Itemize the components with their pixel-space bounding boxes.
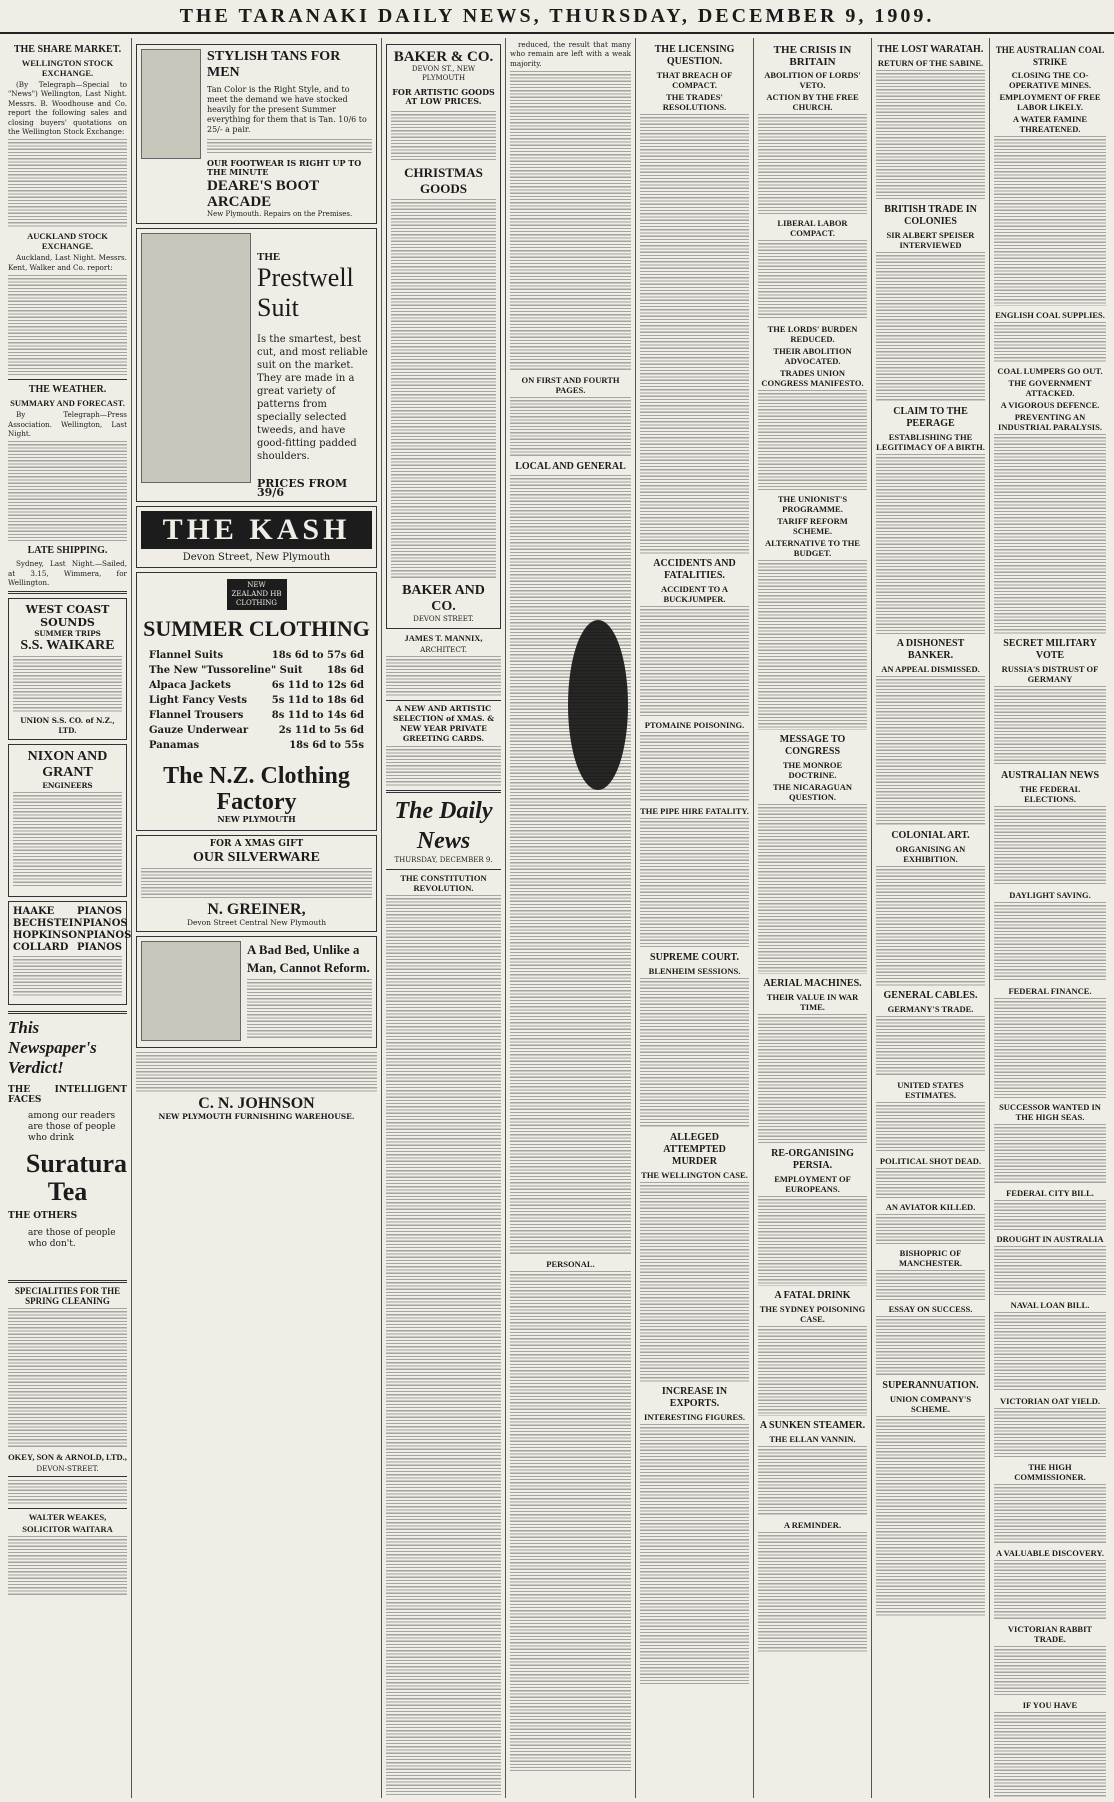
greiner-name: N. GREINER, (207, 900, 306, 918)
text-block (386, 656, 501, 696)
others-heading: THE OTHERS (8, 1211, 78, 1222)
page-columns (4, 38, 1110, 1798)
intelligent-faces: THE INTELLIGENT FACES (8, 1085, 127, 1105)
drought-heading: DROUGHT IN AUSTRALIA (996, 1234, 1104, 1244)
column-5 (636, 38, 754, 1798)
lords-burden-heading: THE LORDS' BURDEN REDUCED. (767, 324, 858, 344)
free-church-heading: ACTION BY THE FREE CHURCH. (766, 92, 859, 112)
monroe-heading: THE MONROE DOCTRINE. (782, 760, 843, 780)
text-block (13, 656, 122, 712)
colonies-heading: BRITISH TRADE IN COLONIES (884, 204, 977, 227)
text-block (994, 1646, 1106, 1696)
russia-heading: RUSSIA'S DISTRUST OF GERMANY (1001, 664, 1099, 684)
share-market-heading: THE SHARE MARKET. (13, 44, 122, 55)
text-block (994, 434, 1106, 634)
text-block (758, 240, 867, 320)
text-block (8, 1308, 127, 1448)
mannix-sub: ARCHITECT. (420, 645, 467, 655)
suit-illustration (141, 233, 251, 483)
text-block (640, 114, 749, 554)
reduced-text: reduced, the result that many who remain are left with a weak majority. (510, 40, 631, 68)
weather-heading: THE WEATHER. (28, 384, 107, 396)
specialities-heading: SPECIALITIES FOR THE SPRING CLEANING (14, 1285, 121, 1306)
war-time-heading: THEIR VALUE IN WAR TIME. (766, 992, 859, 1012)
exhibition-heading: ORGANISING AN EXHIBITION. (895, 844, 966, 864)
abolition-advocated-heading: THEIR ABOLITION ADVOCATED. (773, 346, 852, 366)
text-block (386, 746, 501, 786)
verdict-heading: This Newspaper's Verdict! (8, 1018, 97, 1078)
greiner-ad (136, 835, 377, 932)
johnson-name: C. N. JOHNSON (198, 1095, 315, 1113)
auckland-exchange-heading: AUCKLAND STOCK EXCHANGE. (27, 231, 108, 252)
text-block (876, 1270, 985, 1300)
tea-brand: Tea (47, 1177, 88, 1207)
text-block (758, 1532, 867, 1652)
successor-heading: SUCCESSOR WANTED IN THE HIGH SEAS. (999, 1102, 1101, 1122)
newspaper-masthead: THE TARANAKI DAILY NEWS, THURSDAY, DECEMBER 9, 1909. (0, 0, 1114, 34)
germany-heading: GERMANY'S TRADE. (887, 1004, 974, 1014)
waratah-heading: THE LOST WARATAH. (877, 44, 984, 55)
piano-label: PIANOS (76, 942, 122, 954)
silverware-title: OUR SILVERWARE (193, 849, 320, 865)
ellan-heading: THE ELLAN VANNIN. (769, 1434, 856, 1444)
clothing-row (143, 708, 370, 723)
coal-strike-heading: THE AUSTRALIAN COAL STRIKE (995, 45, 1105, 67)
text-block (876, 1416, 985, 1616)
dishonest-banker-heading: A DISHONEST BANKER. (896, 638, 965, 661)
text-block (876, 1016, 985, 1076)
column-7 (872, 38, 990, 1798)
unionist-heading: THE UNIONIST'S PROGRAMME. (777, 494, 848, 514)
accident-subheading: ACCIDENT TO A BUCKJUMPER. (660, 584, 729, 604)
clothing-price: 8s 11d to 14s 6d (271, 709, 364, 721)
suit-name: Suit (257, 292, 299, 322)
daily-news-title: The Daily News (394, 798, 493, 855)
column-3 (382, 38, 506, 1798)
federal-elections-heading: THE FEDERAL ELECTIONS. (1019, 784, 1081, 804)
sabine-heading: RETURN OF THE SABINE. (877, 58, 984, 68)
victorian-oat-heading: VICTORIAN OAT YIELD. (999, 1396, 1101, 1406)
pianos-ad (8, 901, 132, 1005)
trades-subheading: THE TRADES' RESOLUTIONS. (662, 92, 727, 112)
if-you-have-heading: IF YOU HAVE (1022, 1700, 1078, 1710)
text-block (876, 70, 985, 200)
okey-arnold: OKEY, SON & ARNOLD, LTD., (8, 1451, 127, 1462)
accidents-heading: ACCIDENTS AND FATALITIES. (653, 558, 736, 581)
text-block (994, 902, 1106, 982)
supreme-court-heading: SUPREME COURT. (650, 952, 739, 963)
clothing-price: 18s 6d to 57s 6d (271, 649, 364, 661)
text-block (876, 1102, 985, 1152)
blenheim-heading: BLENHEIM SESSIONS. (648, 966, 741, 976)
constitution-heading: THE CONSTITUTION REVOLUTION. (400, 872, 487, 893)
mannix-name: JAMES T. MANNIX, (404, 633, 483, 644)
clothing-row (143, 678, 370, 693)
clothing-item: Gauze Underwear (149, 724, 249, 736)
clothing-row (143, 663, 370, 678)
text-block (876, 1316, 985, 1376)
aerial-heading: AERIAL MACHINES. (763, 978, 862, 989)
column-1 (4, 38, 132, 1798)
english-coal-heading: ENGLISH COAL SUPPLIES. (995, 310, 1105, 320)
engineers-label: ENGINEERS (42, 780, 93, 790)
baker-tagline: FOR ARTISTIC GOODS AT LOW PRICES. (392, 86, 495, 107)
clothing-item: Flannel Trousers (149, 709, 244, 721)
water-famine-heading: A WATER FAMINE THREATENED. (1012, 114, 1088, 134)
clothing-item: Panamas (149, 739, 200, 751)
text-block (13, 792, 122, 888)
piano-brand: HOPKINSON (13, 930, 87, 942)
summer-trips: SUMMER TRIPS (34, 628, 101, 638)
liberal-labor-heading: LIBERAL LABOR COMPACT. (777, 218, 848, 238)
text-block (994, 1124, 1106, 1184)
exports-subheading: INTERESTING FIGURES. (643, 1412, 746, 1422)
text-block (994, 136, 1106, 306)
text-block (640, 978, 749, 1128)
peerage-heading: CLAIM TO THE PEERAGE (893, 406, 968, 429)
column-6 (754, 38, 872, 1798)
legitimacy-heading: ESTABLISHING THE LEGITIMACY OF A BIRTH. (876, 432, 985, 452)
man-illustration (141, 49, 201, 159)
usa-heading: UNITED STATES ESTIMATES. (897, 1080, 964, 1100)
clothing-item: Alpaca Jackets (149, 679, 231, 691)
text-block (640, 1424, 749, 1684)
bed-illustration (141, 941, 241, 1041)
vigorous-defence-heading: A VIGOROUS DEFENCE. (1000, 400, 1100, 410)
free-labor-heading: EMPLOYMENT OF FREE LABOR LIKELY. (999, 92, 1101, 112)
naval-loan-heading: NAVAL LOAN BILL. (1010, 1300, 1090, 1310)
piano-label: PIANOS (86, 930, 132, 942)
daylight-saving-heading: DAYLIGHT SAVING. (1009, 890, 1091, 900)
clothing-price: 6s 11d to 12s 6d (271, 679, 364, 691)
clothing-item: Light Fancy Vests (149, 694, 247, 706)
text-block (640, 818, 749, 948)
shipping-text: Sydney, Last Night.—Sailed, at 3.15, Wimmera, for Wellington. (8, 559, 127, 588)
high-commissioner-heading: THE HIGH COMMISSIONER. (1014, 1462, 1086, 1482)
colonial-art-heading: COLONIAL ART. (891, 830, 970, 841)
bed-slogan: A Bad Bed, Unlike a Man, Cannot Reform. (247, 942, 370, 976)
fatal-drink-heading: A FATAL DRINK (774, 1290, 851, 1301)
hb-badge: NEW ZEALAND HB CLOTHING (227, 579, 287, 610)
text-block (640, 1182, 749, 1382)
pipe-heading: THE PIPE HIRE FATALITY. (640, 806, 749, 816)
text-block (994, 1484, 1106, 1544)
interview-heading: SIR ALBERT SPEISER INTERVIEWED (886, 230, 975, 250)
baker-footer: BAKER AND CO. (402, 582, 485, 614)
deare-address: New Plymouth. Repairs on the Premises. (207, 209, 353, 218)
column-8 (990, 38, 1110, 1798)
abolition-heading: ABOLITION OF LORDS' VETO. (764, 70, 861, 90)
weather-subheading: SUMMARY AND FORECAST. (10, 398, 125, 409)
text-block (994, 1408, 1106, 1458)
text-block (386, 895, 501, 1795)
piano-label: PIANOS (82, 918, 128, 930)
text-block (994, 1712, 1106, 1798)
capital-heading: FEDERAL CITY BILL. (1006, 1188, 1094, 1198)
text-block (758, 390, 867, 490)
west-coast-heading: WEST COAST SOUNDS (25, 602, 110, 629)
suit-prices: PRICES FROM 39/6 (257, 476, 348, 500)
weather-intro: By Telegraph—Press Association. Wellington, Last Night. (8, 410, 127, 439)
text-block (876, 1168, 985, 1198)
text-block (510, 397, 631, 457)
union-scheme-heading: UNION COMPANY'S SCHEME. (889, 1394, 972, 1414)
kash-address: Devon Street, New Plymouth (182, 552, 331, 564)
sunken-steamer-heading: A SUNKEN STEAMER. (759, 1420, 866, 1431)
text-block (640, 732, 749, 802)
congress-heading: MESSAGE TO CONGRESS (779, 734, 846, 757)
clothing-item: The New "Tussoreline" Suit (149, 664, 303, 676)
secret-vote-heading: SECRET MILITARY VOTE (1003, 638, 1097, 661)
text-block (876, 454, 985, 634)
waikare-ship-name: S.S. WAIKARE (20, 638, 115, 654)
clothing-row (143, 693, 370, 708)
text-block (8, 1480, 127, 1504)
wellington-intro: (By Telegraph—Special to "News") Wellington, Last Night. Messrs. B. Woodhouse and Co. report the following sales and closing buyers' quotations on the Wellington Stock Exchange: (8, 80, 127, 137)
solicitor-label: SOLICITOR WAITARA (22, 1523, 113, 1534)
first-fourth-pages: ON FIRST AND FOURTH PAGES. (521, 375, 620, 396)
piano-brand: BECHSTEIN (13, 918, 83, 930)
clothing-item: Flannel Suits (149, 649, 224, 661)
column-2 (132, 38, 382, 1798)
text-block (994, 1560, 1106, 1620)
closing-mines-heading: CLOSING THE CO-OPERATIVE MINES. (1008, 70, 1092, 90)
trades-union-heading: TRADES UNION CONGRESS MANIFESTO. (761, 368, 864, 388)
clothing-price: 5s 11d to 18s 6d (271, 694, 364, 706)
summer-clothing-title: SUMMER CLOTHING (143, 615, 370, 641)
text-block (876, 1214, 985, 1244)
union-company: UNION S.S. CO. of N.Z., LTD. (20, 716, 115, 735)
text-block (207, 139, 372, 155)
ptomaine-heading: PTOMAINE POISONING. (644, 720, 745, 730)
wellington-case-heading: THE WELLINGTON CASE. (641, 1170, 748, 1180)
clothing-price: 2s 11d to 5s 6d (278, 724, 364, 736)
crisis-heading: THE CRISIS IN BRITAIN (773, 44, 852, 68)
clothing-row (143, 723, 370, 738)
wellington-exchange-heading: WELLINGTON STOCK EXCHANGE. (21, 58, 114, 78)
text-block (994, 1246, 1106, 1296)
suratura-brand: Suratura (25, 1149, 127, 1179)
aviator-heading: AN AVIATOR KILLED. (885, 1202, 976, 1212)
text-block (510, 1271, 631, 1771)
nicaraguan-heading: THE NICARAGUAN QUESTION. (772, 782, 853, 802)
text-block (758, 1326, 867, 1416)
licensing-heading: THE LICENSING QUESTION. (654, 44, 735, 67)
prestwell-name: Prestwell (257, 262, 354, 292)
rabbit-trade-heading: VICTORIAN RABBIT TRADE. (1007, 1624, 1093, 1644)
political-heading: POLITICAL SHOT DEAD. (879, 1156, 982, 1166)
text-block (994, 686, 1106, 766)
ink-blot (568, 620, 628, 790)
clothing-price: 18s 6d to 55s (289, 739, 364, 751)
text-block (8, 139, 127, 227)
baker-ad (386, 44, 501, 629)
nz-clothing-sub: NEW PLYMOUTH (217, 813, 296, 824)
text-block (876, 866, 985, 986)
text-block (994, 1200, 1106, 1230)
text-block (141, 868, 372, 898)
prestwell-suit-ad (136, 228, 377, 502)
nz-clothing-factory: The N.Z. Clothing Factory (163, 762, 350, 815)
text-block (876, 676, 985, 826)
general-cables-heading: GENERAL CABLES. (883, 990, 978, 1001)
readers-text: among our readers are those of people who drink (28, 1111, 116, 1144)
tariff-heading: TARIFF REFORM SCHEME. (777, 516, 848, 536)
bishopric-heading: BISHOPRIC OF MANCHESTER. (898, 1248, 963, 1268)
piano-label: PIANOS (76, 906, 122, 918)
tans-text: Tan Color is the Right Style, and to meet the demand we have stocked heavily for the present Summer everything for them that is Tan. 10/6 to 25/- a pair. (207, 85, 367, 134)
text-block (994, 998, 1106, 1098)
text-block (247, 979, 372, 1039)
text-block (510, 71, 631, 371)
text-block (8, 441, 127, 541)
suit-text: Is the smartest, best cut, and most reliable suit on the market. They are made in a great variety of patterns from specially selected tweeds, and have good-fitting padded shoulders. (257, 333, 368, 462)
valuable-discovery-heading: A VALUABLE DISCOVERY. (996, 1548, 1104, 1558)
the-label: THE (257, 251, 281, 264)
clothing-row (143, 738, 370, 753)
baker-title: BAKER & CO. (393, 49, 494, 65)
alternative-heading: ALTERNATIVE TO THE BUDGET. (765, 538, 860, 558)
text-block (758, 1014, 867, 1144)
auckland-intro: Auckland, Last Night. Messrs. Kent, Walker and Co. report: (8, 253, 127, 272)
text-block (391, 111, 496, 161)
preventing-paralysis-heading: PREVENTING AN INDUSTRIAL PARALYSIS. (998, 412, 1102, 432)
success-heading: ESSAY ON SUCCESS. (888, 1304, 973, 1314)
text-block (8, 1536, 127, 1596)
kash-ad (136, 506, 377, 567)
text-block (758, 560, 867, 730)
piano-brand: HAAKE (13, 906, 55, 918)
text-block (994, 1312, 1106, 1392)
nixon-grant-ad (8, 744, 127, 897)
johnson-sub: NEW PLYMOUTH FURNISHING WAREHOUSE. (158, 1112, 355, 1122)
footwear-slogan: OUR FOOTWEAR IS RIGHT UP TO THE MINUTE (207, 158, 362, 178)
suratura-tea-ad (8, 1011, 127, 1249)
government-attacked-heading: THE GOVERNMENT ATTACKED. (1008, 378, 1092, 398)
xmas-gift: FOR A XMAS GIFT (209, 839, 304, 850)
tans-ad (136, 44, 377, 224)
editorial-date: THURSDAY, DECEMBER 9. (394, 856, 493, 865)
personal-heading: PERSONAL. (546, 1259, 595, 1270)
text-block (758, 1196, 867, 1286)
others-text: are those of people who don't. (28, 1227, 116, 1249)
column-4 (506, 38, 636, 1798)
text-block (994, 806, 1106, 886)
deare-boot-arcade: DEARE'S BOOT ARCADE (207, 177, 319, 210)
bed-ad (136, 936, 377, 1048)
local-general-heading: LOCAL AND GENERAL (515, 461, 626, 473)
text-block (994, 322, 1106, 362)
text-block (640, 606, 749, 716)
nixon-grant-title: NIXON AND GRANT (27, 748, 108, 780)
greiner-address: Devon Street Central New Plymouth (186, 917, 327, 927)
sydney-case-heading: THE SYDNEY POISONING CASE. (759, 1304, 866, 1324)
text-block (758, 1446, 867, 1516)
exports-heading: INCREASE IN EXPORTS. (661, 1386, 728, 1409)
text-block (13, 956, 122, 996)
persia-heading: RE-ORGANISING PERSIA. (771, 1148, 854, 1171)
federal-finance-heading: FEDERAL FINANCE. (1008, 986, 1092, 996)
text-block (758, 114, 867, 214)
kash-name: THE KASH (141, 511, 372, 549)
text-block (8, 275, 127, 375)
text-block (758, 804, 867, 974)
clothing-price: 18s 6d (327, 664, 364, 676)
waikare-ad (8, 598, 127, 740)
text-block (510, 475, 631, 1255)
tans-title: STYLISH TANS FOR MEN (207, 49, 341, 80)
clothing-price-list (143, 648, 370, 753)
text-block (136, 1052, 377, 1092)
okey-address: DEVON-STREET. (36, 1463, 99, 1473)
shipping-heading: LATE SHIPPING. (27, 545, 108, 557)
cards-ad: A NEW AND ARTISTIC SELECTION of XMAS. & NEW YEAR PRIVATE GREETING CARDS. (392, 704, 495, 744)
text-block (876, 252, 985, 402)
employment-heading: EMPLOYMENT OF EUROPEANS. (774, 1174, 851, 1194)
christmas-goods: CHRISTMAS GOODS (404, 164, 483, 196)
walter-weakes: WALTER WEAKES, (28, 1511, 107, 1522)
reminder-heading: A REMINDER. (783, 1520, 842, 1530)
text-block (391, 199, 496, 579)
baker-address: DEVON ST., NEW PLYMOUTH (411, 65, 476, 83)
piano-brand: COLLARD (13, 942, 69, 954)
superannuation-heading: SUPERANNUATION. (882, 1380, 979, 1391)
australian-news-heading: AUSTRALIAN NEWS (1000, 770, 1100, 781)
baker-footer-sub: DEVON STREET. (413, 614, 474, 623)
licensing-subheading: THAT BREACH OF COMPACT. (656, 70, 733, 90)
murder-heading: ALLEGED ATTEMPTED MURDER (663, 1132, 726, 1167)
summer-clothing-ad (136, 572, 377, 831)
appeal-heading: AN APPEAL DISMISSED. (881, 664, 980, 674)
clothing-row (143, 648, 370, 663)
lumpers-heading: COAL LUMPERS GO OUT. (997, 366, 1103, 376)
